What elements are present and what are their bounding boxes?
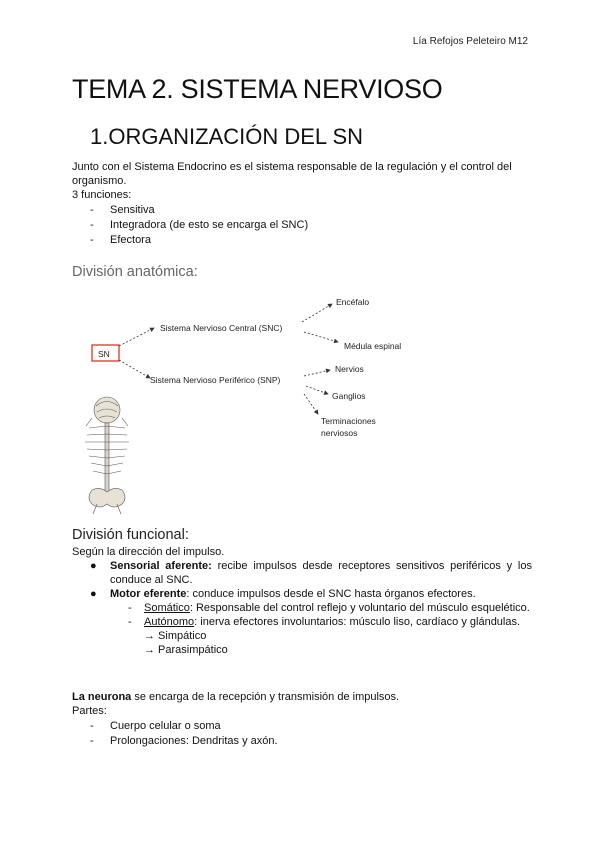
list-item: - Efectora xyxy=(88,233,308,248)
neurona-bold: La neurona xyxy=(72,691,132,703)
list-item: - Cuerpo celular o soma xyxy=(88,719,278,734)
autonomo-underline: Autónomo xyxy=(144,616,195,628)
sn-diagram xyxy=(72,290,402,520)
snc-label: Sistema Nervioso Central (SNC) xyxy=(160,323,283,333)
list-item: - Integradora (de esto se encarga el SNC) xyxy=(88,218,308,233)
intro-text: Junto con el Sistema Endocrino es el sistema responsable de la regulación y el control del organismo. xyxy=(72,161,512,187)
sub-autonomo xyxy=(72,615,532,629)
functions-list xyxy=(88,203,308,248)
medula-label: Médula espinal xyxy=(344,341,402,351)
dash: - xyxy=(128,616,132,628)
bullet-dot: ● xyxy=(90,560,97,572)
arrow-sn-snc xyxy=(119,328,154,346)
terminaciones-label-2: nerviosos xyxy=(321,428,358,438)
neurona-text: se encarga de la recepción y transmisión de impulsos. xyxy=(131,691,400,703)
motor-text: : conduce impulsos desde el SNC hasta órganos efectores. xyxy=(186,588,476,600)
terminaciones-label: Terminaciones xyxy=(321,416,376,426)
arrow-snp-nervios xyxy=(304,370,330,376)
heading-division-anatomica: División anatómica: xyxy=(72,264,198,280)
autonomo-text: : inerva efectores involuntarios: músculo liso, cardíaco y glándulas. xyxy=(194,616,521,628)
arrow-snc-medula xyxy=(304,332,338,342)
partes-list xyxy=(88,719,278,749)
neurona-paragraph xyxy=(72,690,532,704)
dash: - xyxy=(128,602,132,614)
arrow-snp-terminaciones xyxy=(304,394,318,414)
neurona-section xyxy=(72,690,532,718)
list-item: - Sensitiva xyxy=(88,203,308,218)
bullet-motor xyxy=(72,587,532,601)
partes-label: Partes: xyxy=(72,705,107,717)
funcional-section xyxy=(72,545,532,657)
ganglios-label: Ganglios xyxy=(332,391,366,401)
bullet-sensorial xyxy=(72,559,532,587)
motor-bold: Motor eferente xyxy=(110,588,187,600)
intro-paragraph xyxy=(72,160,532,202)
somatico-underline: Somático xyxy=(144,602,190,614)
sensorial-text: recibe impulsos desde receptores sensitivos periféricos y los conduce al SNC. xyxy=(110,560,532,586)
sn-root-label: SN xyxy=(98,349,110,359)
arrow-snc-encefalo xyxy=(302,304,332,322)
arrow-sn-snp xyxy=(119,360,150,378)
snp-label: Sistema Nervioso Periférico (SNP) xyxy=(150,375,281,385)
sub-somatico xyxy=(72,601,532,615)
nervios-label: Nervios xyxy=(335,364,364,374)
nervous-system-figure xyxy=(85,397,129,514)
simpatico-line: → Simpático xyxy=(144,630,207,642)
encefalo-label: Encéfalo xyxy=(336,297,370,307)
section-heading-organizacion: 1.ORGANIZACIÓN DEL SN xyxy=(90,124,364,149)
parasimpatico-line: → Parasimpático xyxy=(144,644,228,656)
list-item: - Prolongaciones: Dendritas y axón. xyxy=(88,734,278,749)
somatico-text: : Responsable del control reflejo y voluntario del músculo esquelético. xyxy=(189,602,530,614)
page-header: Lía Refojos Peleteiro M12 xyxy=(412,36,528,47)
bullet-dot: ● xyxy=(90,588,97,600)
sensorial-bold: Sensorial aferente: xyxy=(110,560,212,572)
arrow-snp-ganglios xyxy=(306,386,328,394)
heading-division-funcional: División funcional: xyxy=(72,527,189,543)
funcional-intro: Según la dirección del impulso. xyxy=(72,546,225,558)
functions-label: 3 funciones: xyxy=(72,189,132,201)
page-title: TEMA 2. SISTEMA NERVIOSO xyxy=(72,74,443,104)
